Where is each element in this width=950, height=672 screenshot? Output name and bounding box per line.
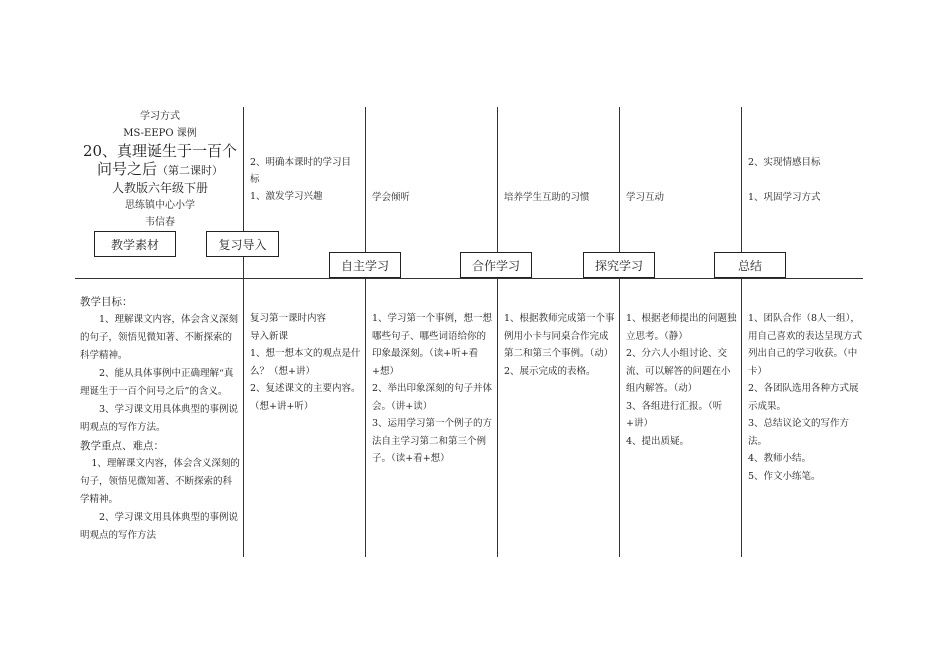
review-line-4: 2、复述课文的主要内容。（想+讲+听） bbox=[250, 383, 361, 412]
lesson-title-line2 bbox=[75, 160, 245, 180]
stage-summary: 总结 bbox=[714, 252, 786, 278]
objective-2: 2、能从具体事例中正确理解“真理诞生于一百个问号之后”的含义。 bbox=[80, 368, 234, 397]
self-study-step-1: 1、学习第一个事例，想一想哪些句子、哪些词语给你的印象最深刻。（读+听+看+想） bbox=[372, 313, 493, 377]
column-divider-2 bbox=[365, 107, 366, 557]
lesson-period: （第二课时） bbox=[157, 164, 223, 177]
column-divider-5 bbox=[741, 107, 742, 557]
textbook-edition: 人教版六年级下册 bbox=[111, 181, 208, 195]
top-goal-col2-line1: 2、明确本课时的学习目 bbox=[250, 157, 352, 168]
lesson-title: 20、真理诞生于一百个 bbox=[82, 142, 238, 160]
key-points-heading: 教学重点、难点： bbox=[80, 440, 164, 452]
summary-step-2: 2、各团队选用各种方式展示成果。 bbox=[748, 383, 859, 412]
summary-step-5: 5、作文小练笔。 bbox=[748, 470, 821, 482]
inquiry-step-4: 4、提出质疑。 bbox=[626, 435, 690, 447]
summary-step-3: 3、总结议论文的写作方法。 bbox=[748, 418, 850, 447]
objective-3: 3、学习课文用具体典型的事例说明观点的写作方法。 bbox=[80, 404, 239, 433]
objectives-heading: 教学目标： bbox=[80, 296, 133, 308]
stage-materials: 教学素材 bbox=[94, 231, 176, 257]
cooperation-column bbox=[504, 310, 616, 380]
school-name: 思练镇中心小学 bbox=[125, 200, 195, 211]
learning-mode-label: 学习方式 bbox=[140, 111, 180, 122]
review-line-2: 导入新课 bbox=[250, 330, 289, 342]
inquiry-column bbox=[626, 310, 738, 450]
column-divider-3 bbox=[497, 107, 498, 557]
review-line-1: 复习第一课时内容 bbox=[250, 313, 327, 324]
objectives-column bbox=[80, 293, 240, 545]
self-study-step-3: 3、运用学习第一个例子的方法自主学习第二和第三个例子。（读+看+想） bbox=[372, 418, 493, 464]
stage-review: 复习导入 bbox=[206, 231, 279, 257]
top-goal-col6 bbox=[748, 154, 821, 206]
review-line-3: 1、想一想本文的观点是什么？（想+讲） bbox=[250, 348, 361, 377]
header-block bbox=[75, 108, 245, 231]
inquiry-step-2: 2、分六人小组讨论、交流、可以解答的问题在小组内解答。（动） bbox=[626, 348, 731, 394]
self-study-step-2: 2、举出印象深刻的句子并体会。（讲+读） bbox=[372, 383, 493, 412]
cooperation-step-1: 1、根据教师完成第一个事例用小卡与同桌合作完成第二和第三个事例。（动） bbox=[504, 313, 615, 359]
stage-inquiry: 探究学习 bbox=[583, 252, 655, 278]
top-goal-col2 bbox=[250, 154, 362, 205]
key-point-1: 1、理解课文内容，体会含义深刻的句子，领悟见微知著、不断探索的科学精神。 bbox=[80, 458, 240, 505]
review-column bbox=[250, 310, 362, 415]
summary-column bbox=[748, 310, 863, 485]
top-goal-col6-line1: 2、实现情感目标 bbox=[748, 157, 821, 168]
key-point-2: 2、学习课文用具体典型的事例说明观点的写作方法 bbox=[80, 512, 239, 541]
summary-step-1: 1、团队合作（8人一组），用自己喜欢的表达呈现方式列出自己的学习收获。（中卡） bbox=[748, 313, 863, 377]
course-label: MS-EEPO 课例 bbox=[123, 128, 197, 139]
inquiry-step-3: 3、各组进行汇报。（听+讲） bbox=[626, 400, 723, 429]
stage-cooperation: 合作学习 bbox=[460, 252, 532, 278]
top-goal-col3: 学会倾听 bbox=[372, 192, 411, 203]
summary-step-4: 4、教师小结。 bbox=[748, 453, 812, 464]
column-divider-4 bbox=[619, 107, 620, 557]
top-goal-col2-line2: 标 bbox=[250, 174, 260, 185]
cooperation-step-2: 2、展示完成的表格。 bbox=[504, 365, 596, 377]
horizontal-divider bbox=[75, 278, 863, 279]
objective-1: 1、理解课文内容，体会含义深刻的句子，领悟见微知著、不断探索的科学精神。 bbox=[80, 314, 239, 361]
top-goal-col6-line2: 1、巩固学习方式 bbox=[748, 192, 821, 203]
lesson-title-continued: 问号之后 bbox=[96, 160, 157, 178]
top-goal-col5: 学习互动 bbox=[626, 192, 665, 203]
teacher-name: 韦信春 bbox=[145, 217, 175, 228]
top-goal-col4: 培养学生互助的习惯 bbox=[504, 192, 590, 203]
self-study-column bbox=[372, 310, 494, 468]
top-goal-col2-line3: 1、激发学习兴趣 bbox=[250, 191, 323, 202]
inquiry-step-1: 1、根据老师提出的问题独立思考。（静） bbox=[626, 313, 737, 342]
stage-self-study: 自主学习 bbox=[329, 252, 401, 278]
